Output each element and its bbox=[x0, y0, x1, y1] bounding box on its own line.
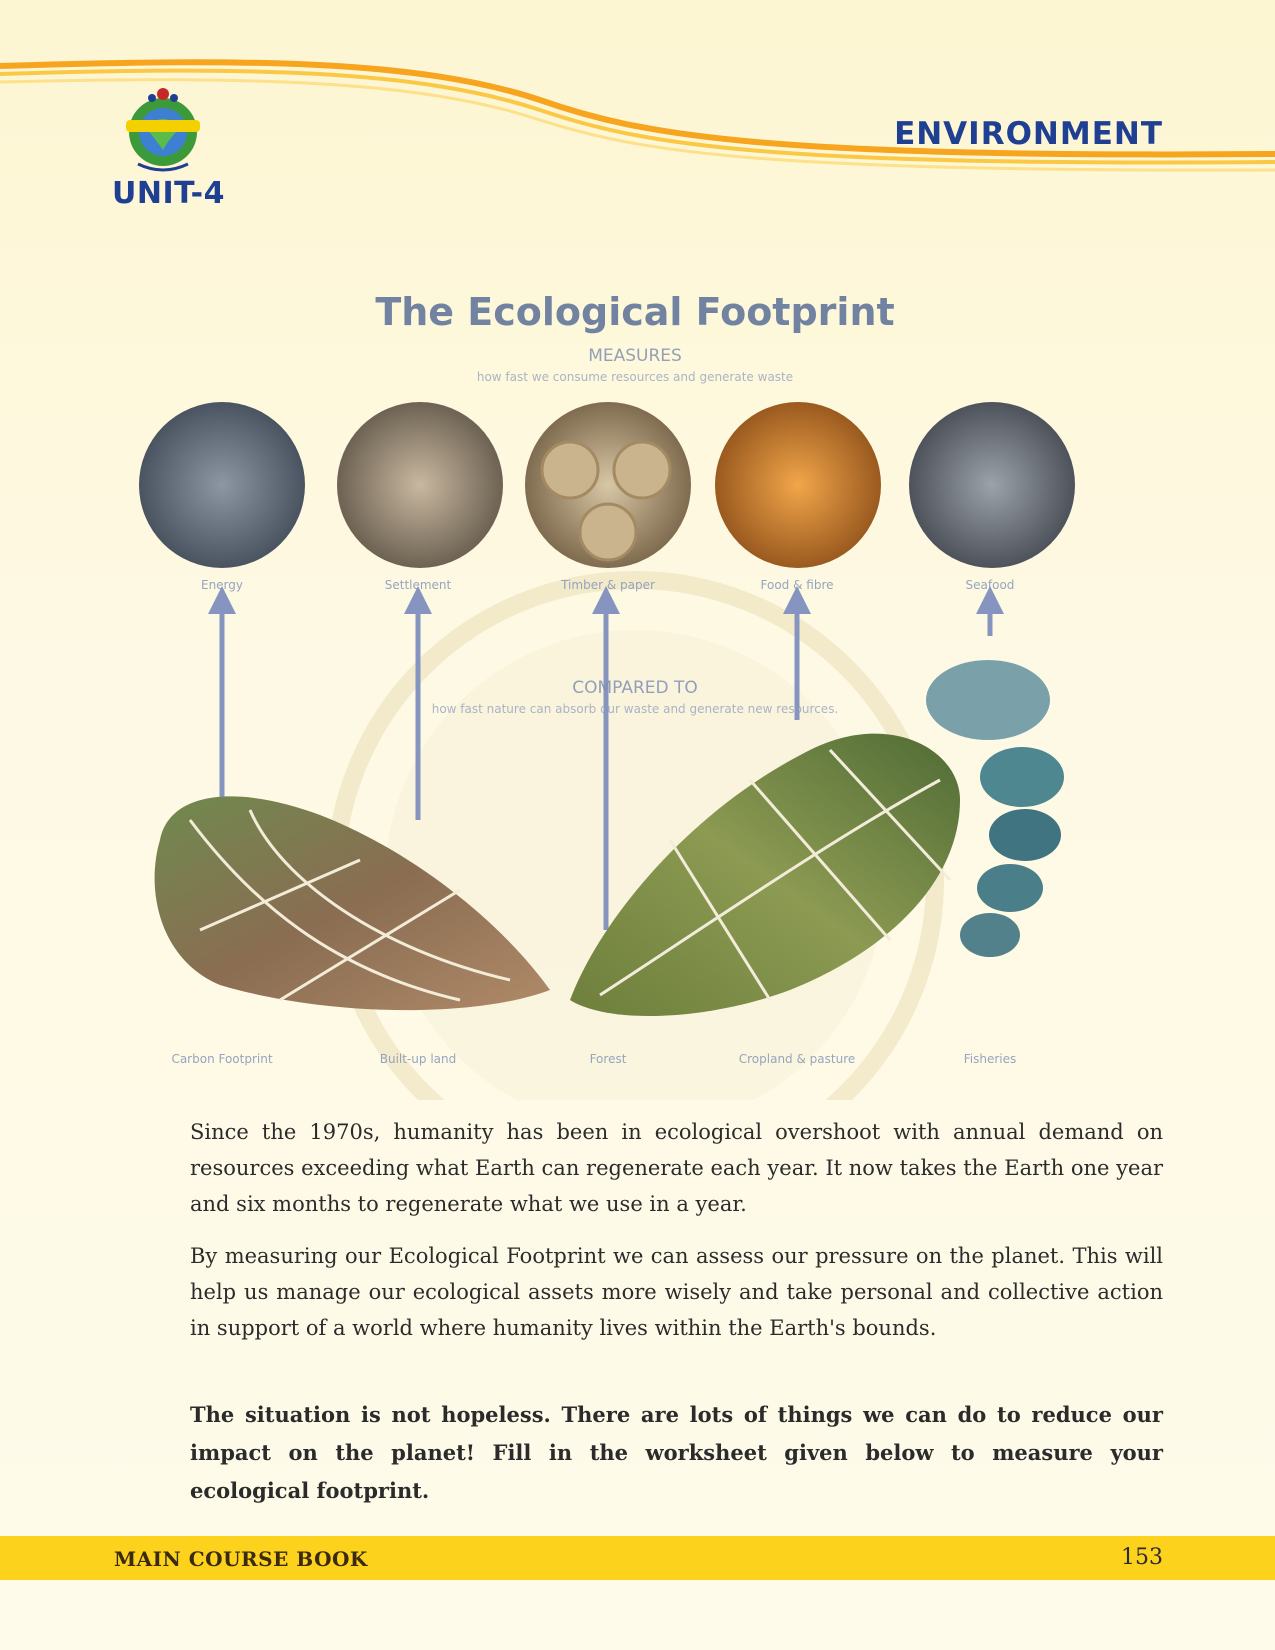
footer-book-label: MAIN COURSE BOOK bbox=[114, 1547, 368, 1571]
paragraph-call-to-action: The situation is not hopeless. There are lots of things we can do to reduce our impact on the planet! Fill in the worksheet given below to measure your ecological footprint. bbox=[190, 1402, 1163, 1503]
ecological-footprint-figure bbox=[130, 280, 1140, 1100]
page-number: 153 bbox=[1121, 1545, 1163, 1570]
figure-title: The Ecological Footprint bbox=[375, 290, 895, 334]
figure-measures-label: MEASURES bbox=[588, 346, 682, 366]
caption-seafood: Seafood bbox=[965, 578, 1015, 592]
paragraph-measuring-footprint: By measuring our Ecological Footprint we can assess our pressure on the planet. This will help us manage our ecological assets more wisely and take personal and collective action in support of a world where humanity lives within the Earth's bounds. bbox=[190, 1244, 1163, 1340]
unit-label: UNIT-4 bbox=[112, 176, 226, 211]
caption-built-up-land: Built-up land bbox=[379, 1052, 457, 1066]
paragraph-overshoot: Since the 1970s, humanity has been in ecological overshoot with annual demand on resources exceeding what Earth can regenerate each year. It now takes the Earth one year and six months to regenerate what we use in a year. bbox=[190, 1120, 1163, 1216]
caption-settlement: Settlement bbox=[384, 578, 452, 592]
figure-compared-label: COMPARED TO bbox=[572, 678, 698, 698]
section-title: ENVIRONMENT bbox=[894, 116, 1163, 152]
caption-carbon-footprint: Carbon Footprint bbox=[171, 1052, 273, 1066]
caption-energy: Energy bbox=[200, 578, 243, 592]
caption-forest: Forest bbox=[589, 1052, 627, 1066]
caption-timber-paper: Timber & paper bbox=[561, 578, 655, 592]
figure-measures-text: how fast we consume resources and generate waste bbox=[476, 370, 794, 384]
caption-fisheries: Fisheries bbox=[963, 1052, 1017, 1066]
unit-emblem-logo bbox=[118, 80, 208, 180]
figure-compared-text: how fast nature can absorb our waste and generate new resources. bbox=[431, 702, 839, 716]
caption-cropland-pasture: Cropland & pasture bbox=[738, 1052, 856, 1066]
caption-food-fibre: Food & fibre bbox=[760, 578, 834, 592]
